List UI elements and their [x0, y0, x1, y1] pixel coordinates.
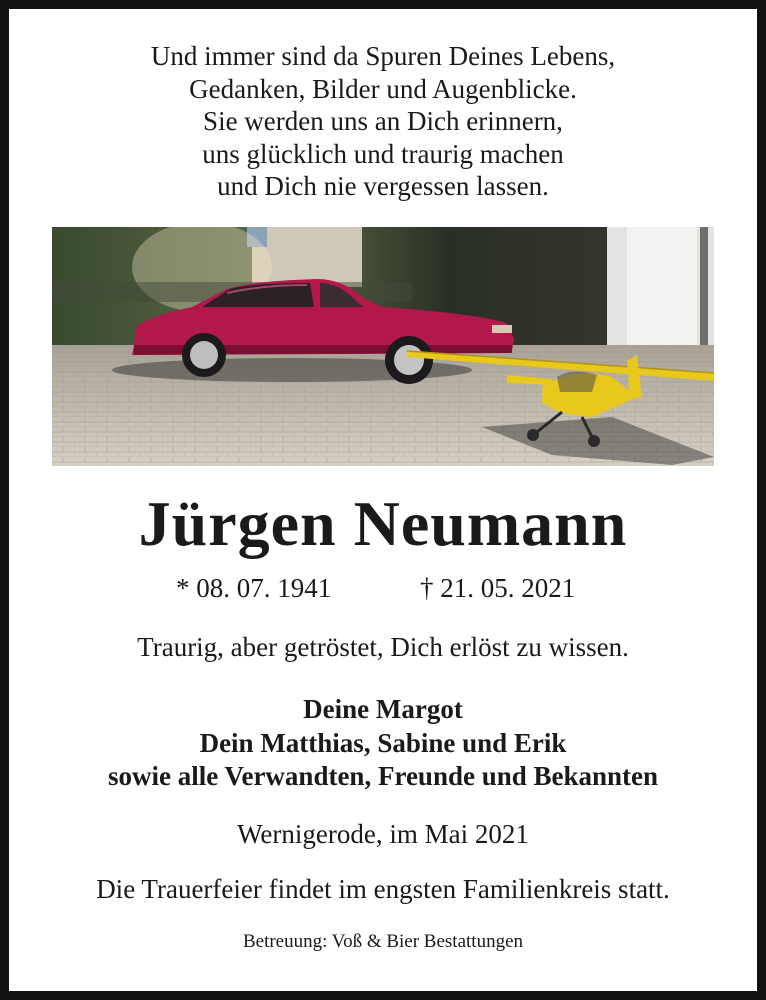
poem-line: Und immer sind da Spuren Deines Lebens,	[150, 41, 616, 71]
poem-line: und Dich nie vergessen lassen.	[217, 171, 549, 201]
family-line: Deine Margot	[303, 694, 463, 724]
death-date: † 21. 05. 2021	[420, 573, 576, 603]
family-line: sowie alle Verwandten, Freunde und Bekannten	[107, 761, 659, 791]
mourning-quote: Traurig, aber getröstet, Dich erlöst zu wissen.	[137, 632, 629, 662]
poem-line: uns glücklich und traurig machen	[202, 138, 564, 169]
place-and-date: Wernigerode, im Mai 2021	[237, 819, 529, 849]
family-signatures	[9, 693, 757, 794]
poem-line: Gedanken, Bilder und Augenblicke.	[189, 73, 577, 104]
deceased-name: Jürgen Neumann	[138, 488, 628, 559]
poem-line: Sie werden uns an Dich erinnern,	[203, 106, 563, 136]
photo-car-and-model-plane	[52, 227, 714, 466]
undertaker-credit: Betreuung: Voß & Bier Bestattungen	[242, 931, 524, 952]
obituary-notice	[9, 9, 757, 991]
poem	[9, 40, 757, 203]
birth-date: * 08. 07. 1941	[176, 573, 332, 603]
funeral-note: Die Trauerfeier findet im engsten Familienkreis statt.	[96, 874, 670, 904]
photo-illustration	[52, 227, 714, 466]
family-line: Dein Matthias, Sabine und Erik	[199, 727, 567, 758]
